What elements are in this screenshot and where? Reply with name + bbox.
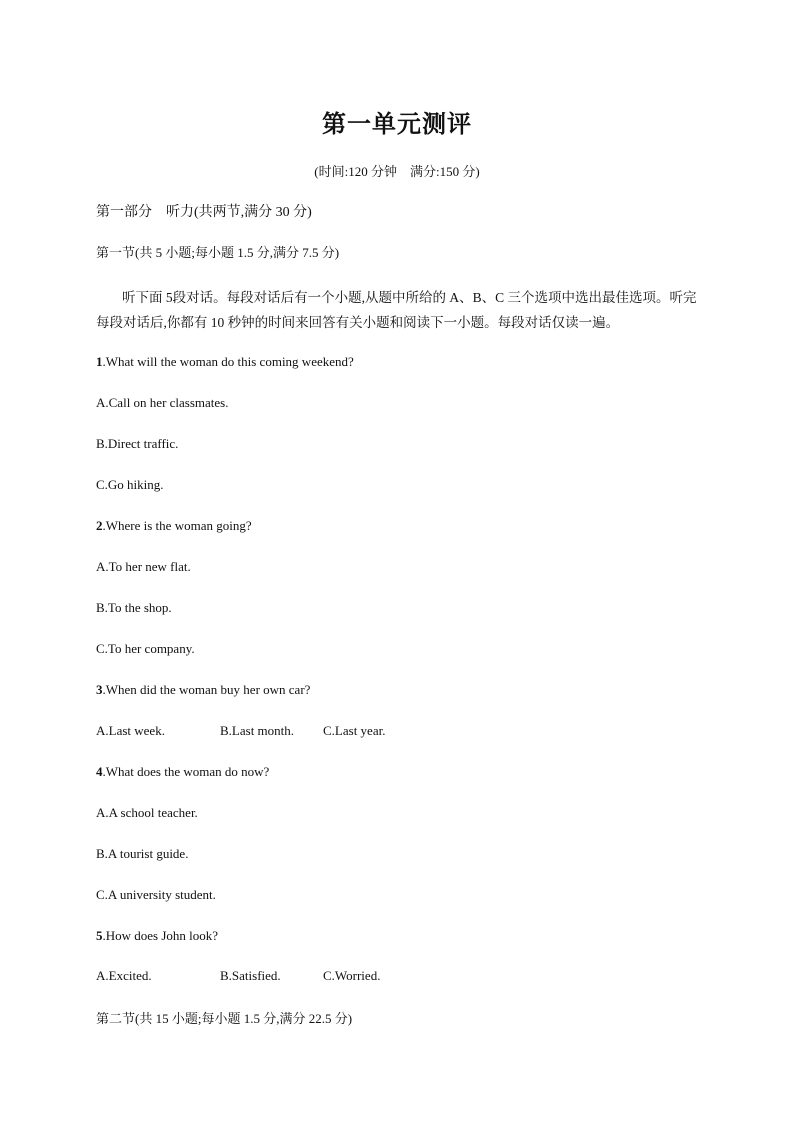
question-2-option-c: C.To her company. [96, 641, 195, 656]
question-2 [96, 517, 716, 535]
section-two-heading: 第二节(共 15 小题;每小题 1.5 分,满分 22.5 分) [96, 1011, 353, 1026]
question-text: .Where is the woman going? [102, 518, 252, 533]
question-number: 1 [96, 354, 103, 369]
question-4 [96, 763, 716, 781]
question-number: 5 [96, 928, 103, 943]
question-5 [96, 927, 716, 945]
question-4-option-b: B.A tourist guide. [96, 846, 189, 861]
question-5-option-a: A.Excited. [96, 968, 152, 983]
question-number: 4 [96, 764, 103, 779]
section-one-instructions: 听下面 5段对话。每段对话后有一个小题,从题中所给的 A、B、C 三个选项中选出最佳选项。听完每段对话后,你都有 10 秒钟的时间来回答有关小题和阅读下一小题。每段对话仅读一遍。 [96, 290, 697, 330]
question-1-option-a: A.Call on her classmates. [96, 395, 229, 410]
question-5-options [96, 967, 716, 985]
question-2-option-b: B.To the shop. [96, 600, 172, 615]
question-text: .When did the woman buy her own car? [102, 682, 311, 697]
question-number: 3 [96, 682, 103, 697]
question-3-options [96, 722, 716, 740]
question-text: .How does John look? [102, 928, 219, 943]
question-1 [96, 353, 716, 371]
question-text: .What will the woman do this coming weekend? [102, 354, 354, 369]
question-text: .What does the woman do now? [102, 764, 270, 779]
question-1-option-b: B.Direct traffic. [96, 436, 179, 451]
part-one-heading: 第一部分 听力(共两节,满分 30 分) [96, 205, 312, 220]
question-4-option-c: C.A university student. [96, 887, 216, 902]
exam-info: (时间:120 分钟 满分:150 分) [314, 164, 480, 179]
question-1-option-c: C.Go hiking. [96, 477, 164, 492]
question-4-option-a: A.A school teacher. [96, 805, 198, 820]
question-2-option-a: A.To her new flat. [96, 559, 191, 574]
question-3-option-c: C.Last year. [323, 723, 386, 738]
question-3 [96, 681, 716, 699]
question-5-option-c: C.Worried. [323, 968, 381, 983]
question-3-option-b: B.Last month. [220, 723, 295, 738]
question-number: 2 [96, 518, 103, 533]
section-one-heading: 第一节(共 5 小题;每小题 1.5 分,满分 7.5 分) [96, 245, 340, 260]
question-3-option-a: A.Last week. [96, 723, 165, 738]
question-5-option-b: B.Satisfied. [220, 968, 281, 983]
page-title: 第一单元测评 [322, 112, 472, 138]
